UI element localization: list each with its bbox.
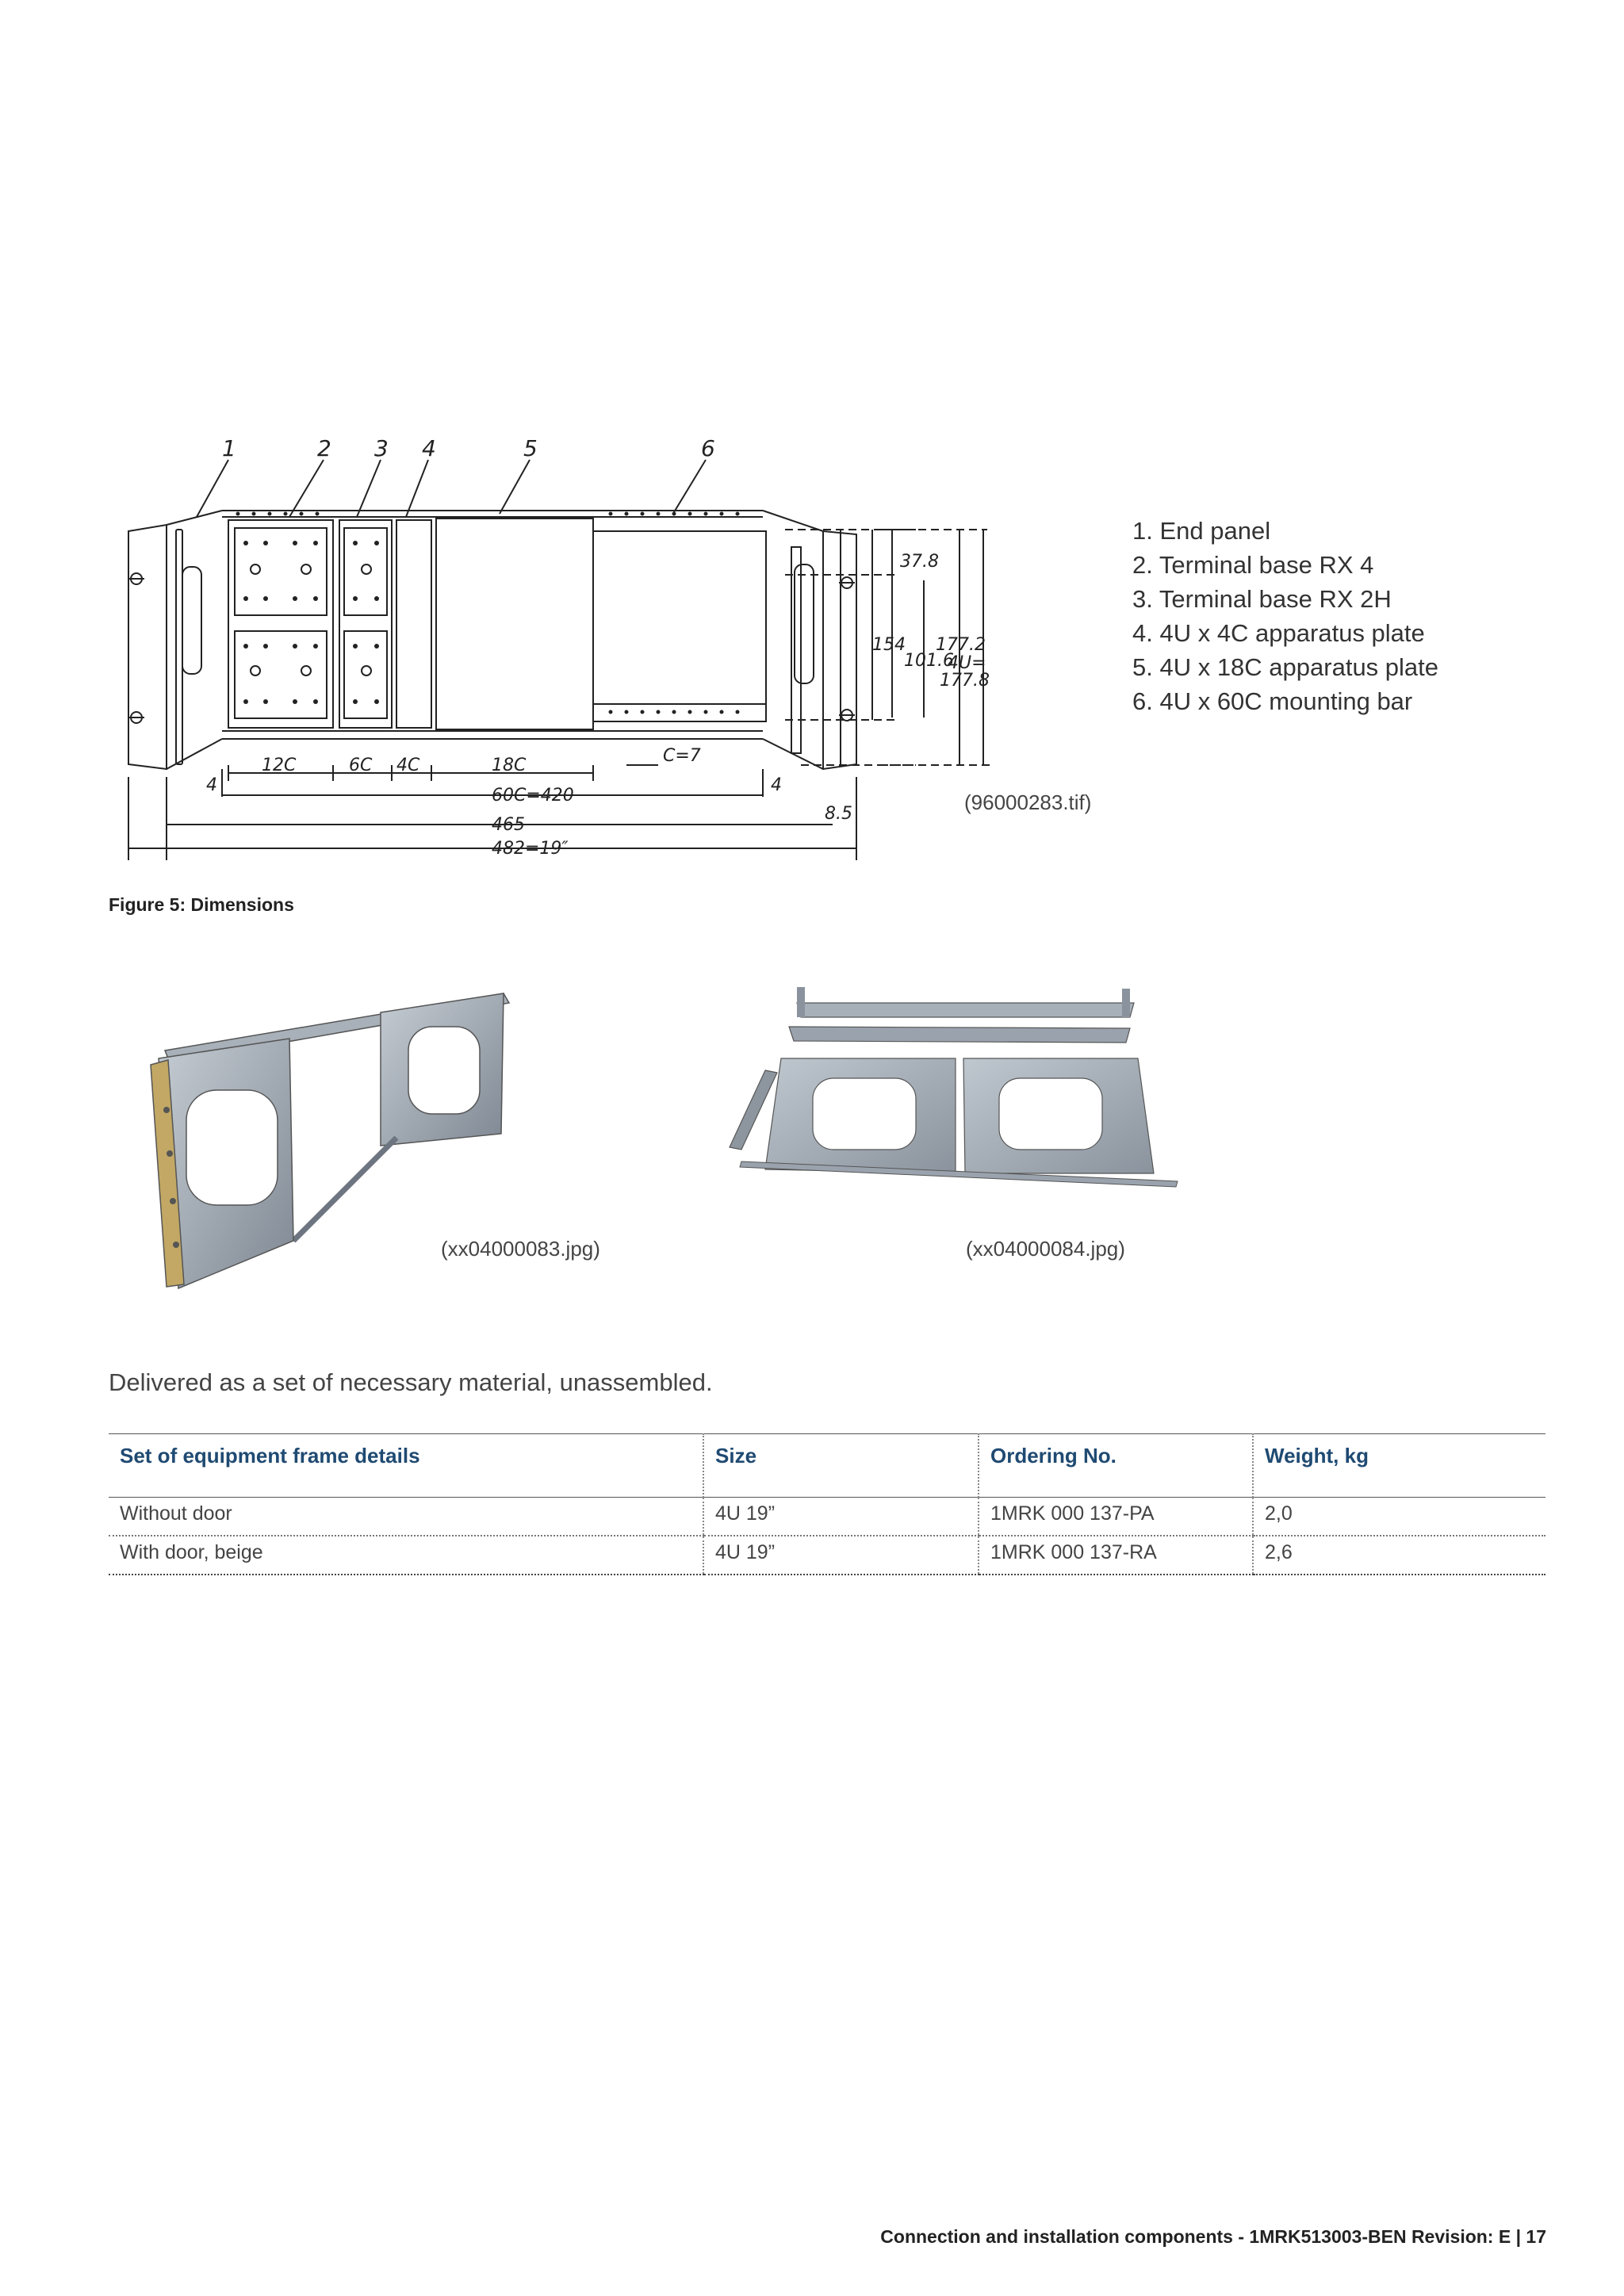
legend-item: 2. Terminal base RX 4: [1132, 551, 1374, 579]
header-size: Size: [703, 1434, 979, 1498]
dim-177-2: 177.2: [936, 635, 986, 655]
dim-6c: 6C: [349, 756, 373, 775]
dim-12c: 12C: [262, 756, 297, 775]
callout-3: 3: [374, 435, 389, 461]
dim-8-5: 8.5: [825, 804, 852, 824]
photo-1-file-label: (xx04000083.jpg): [441, 1237, 600, 1261]
callout-1: 1: [222, 435, 236, 461]
callout-5: 5: [523, 435, 538, 461]
cell-size: 4U 19”: [703, 1498, 979, 1536]
cell-size: 4U 19”: [703, 1536, 979, 1575]
table-row: [109, 1498, 1545, 1536]
legend-item: 5. 4U x 18C apparatus plate: [1132, 653, 1439, 681]
assembled-frame-photo: [143, 971, 523, 1280]
cell-ordering-no: 1MRK 000 137-RA: [979, 1536, 1253, 1575]
dim-465: 465: [492, 815, 525, 835]
dim-154: 154: [872, 635, 906, 655]
dim-177-8: 177.8: [940, 671, 990, 691]
equipment-frame-table: [109, 1433, 1545, 1575]
dim-18c: 18C: [492, 756, 527, 775]
cell-weight: 2,0: [1253, 1498, 1545, 1536]
dim-4-left: 4: [206, 775, 217, 795]
unassembled-parts-photo: [718, 979, 1201, 1217]
dim-4c: 4C: [396, 756, 420, 775]
cell-details: With door, beige: [109, 1536, 703, 1575]
callout-4: 4: [422, 435, 436, 461]
callout-2: 2: [317, 435, 331, 461]
dim-482-19: 482=19″: [492, 839, 569, 859]
dim-37-8: 37.8: [900, 552, 939, 572]
cell-details: Without door: [109, 1498, 703, 1536]
dim-4u: 4U=: [948, 653, 986, 673]
header-set-details: Set of equipment frame details: [109, 1434, 703, 1498]
cell-ordering-no: 1MRK 000 137-PA: [979, 1498, 1253, 1536]
cell-weight: 2,6: [1253, 1536, 1545, 1575]
header-weight: Weight, kg: [1253, 1434, 1545, 1498]
height-dimensions: [880, 523, 999, 777]
figure-caption: Figure 5: Dimensions: [109, 894, 294, 915]
header-ordering-no: Ordering No.: [979, 1434, 1253, 1498]
dim-c7: C=7: [663, 746, 701, 766]
legend-item: 6. 4U x 60C mounting bar: [1132, 687, 1413, 715]
figure-legend: [1132, 514, 1438, 718]
dim-4-right: 4: [771, 775, 782, 795]
drawing-file-label: (96000283.tif): [964, 790, 1092, 814]
dim-101-6: 101.6: [904, 651, 954, 671]
callout-6: 6: [701, 435, 715, 461]
intro-text: Delivered as a set of necessary material, unassembled.: [109, 1368, 713, 1396]
dimension-drawing: [119, 428, 990, 872]
table-row: [109, 1536, 1545, 1575]
legend-item: 4. 4U x 4C apparatus plate: [1132, 619, 1425, 647]
table-header-row: [109, 1434, 1545, 1498]
legend-item: 1. End panel: [1132, 517, 1271, 545]
photo-2-file-label: (xx04000084.jpg): [966, 1237, 1125, 1261]
dim-60c-420: 60C=420: [492, 786, 574, 806]
legend-item: 3. Terminal base RX 2H: [1132, 585, 1392, 613]
page-footer: Connection and installation components - 1MRK513003-BEN Revision: E | 17: [880, 2226, 1546, 2247]
